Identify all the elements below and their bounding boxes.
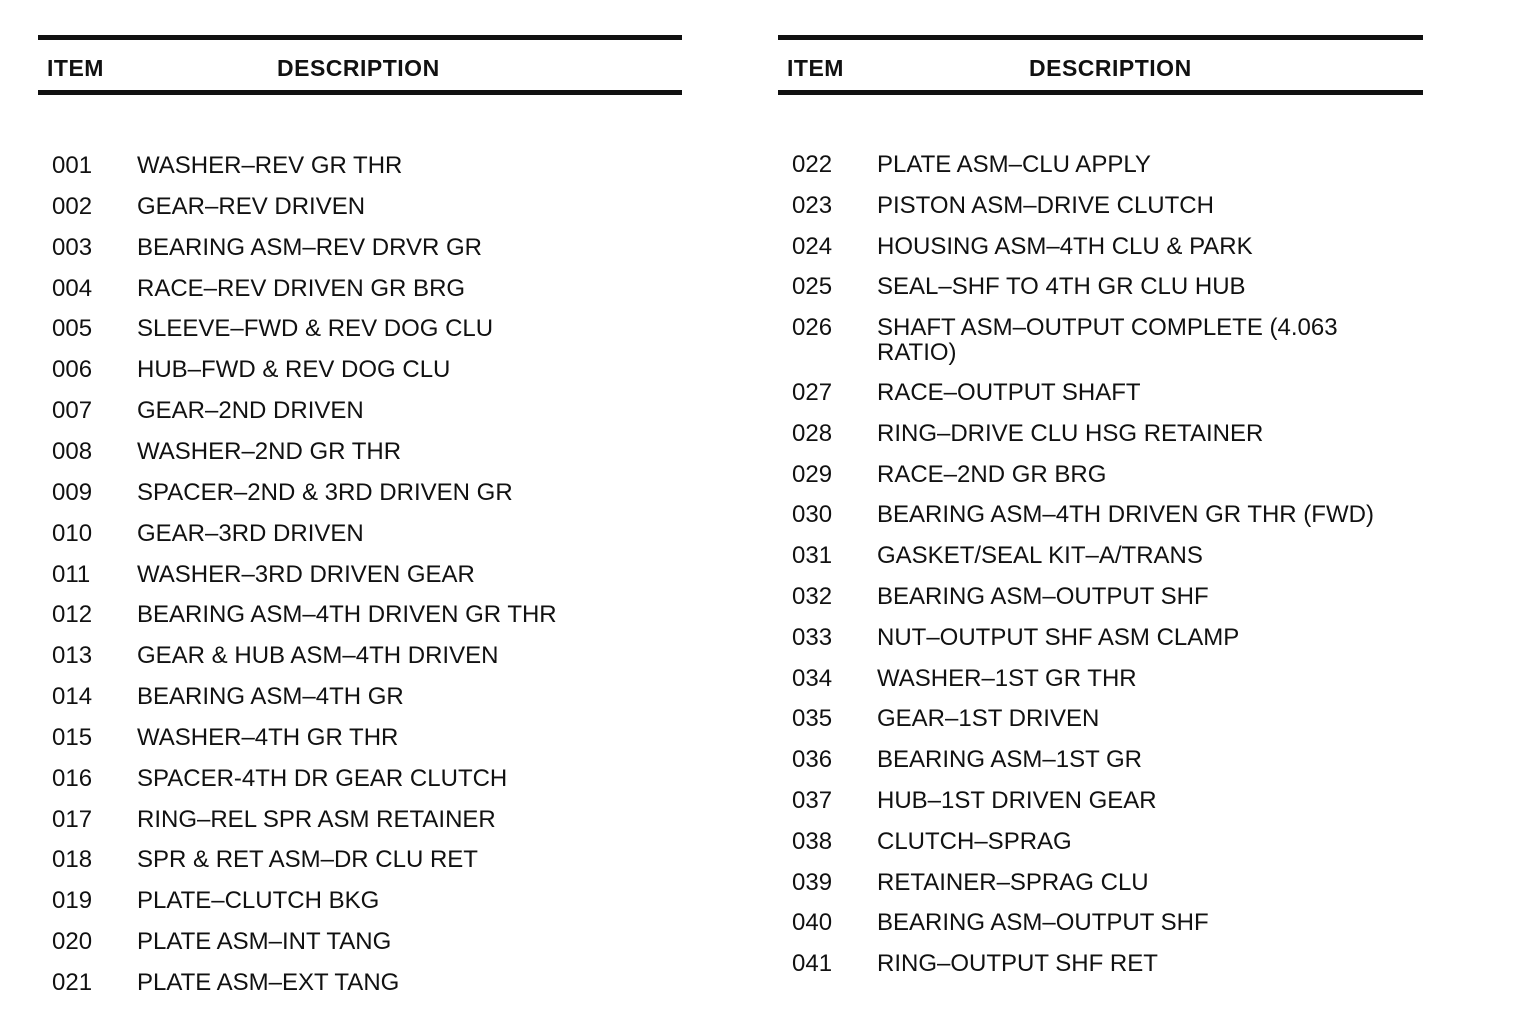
item-description: BEARING ASM–OUTPUT SHF xyxy=(877,583,1209,610)
item-number: 021 xyxy=(52,969,93,996)
item-number: 035 xyxy=(792,705,833,733)
item-description: RETAINER–SPRAG CLU xyxy=(877,868,1149,896)
item-description: BEARING ASM–REV DRVR GR xyxy=(137,233,482,261)
item-number: 018 xyxy=(52,846,93,874)
item-number: 023 xyxy=(792,191,833,219)
item-description: GEAR–2ND DRIVEN xyxy=(137,397,364,425)
item-description: SLEEVE–FWD & REV DOG CLU xyxy=(137,315,494,343)
item-description: CLUTCH–SPRAG xyxy=(877,827,1072,855)
item-number: 006 xyxy=(52,356,93,384)
table-header xyxy=(778,40,1423,90)
item-number: 031 xyxy=(792,542,833,570)
item-description: GEAR & HUB ASM–4TH DRIVEN xyxy=(137,642,499,670)
item-description: BEARING ASM–4TH GR xyxy=(137,683,404,711)
item-description: SPR & RET ASM–DR CLU RET xyxy=(137,846,478,874)
item-description: PLATE ASM–EXT TANG xyxy=(137,969,400,996)
item-number: 032 xyxy=(792,583,833,610)
item-number: 026 xyxy=(792,314,833,342)
item-description: RACE–REV DRIVEN GR BRG xyxy=(137,274,466,302)
item-number: 017 xyxy=(52,805,93,833)
item-description: RING–OUTPUT SHF RET xyxy=(877,950,1158,978)
item-number: 029 xyxy=(792,460,833,488)
header-bottom-rule xyxy=(778,90,1423,95)
item-number: 008 xyxy=(52,437,93,465)
item-description: PISTON ASM–DRIVE CLUTCH xyxy=(877,191,1214,219)
item-number: 039 xyxy=(792,868,833,896)
item-number: 027 xyxy=(792,379,833,406)
item-description: RING–REL SPR ASM RETAINER xyxy=(137,805,496,833)
header-bottom-rule xyxy=(38,90,682,95)
item-description: SPACER–2ND & 3RD DRIVEN GR xyxy=(137,478,513,506)
column-header-item: ITEM xyxy=(787,55,844,81)
column-header-description: DESCRIPTION xyxy=(277,55,440,81)
item-number: 025 xyxy=(792,273,833,301)
item-description: BEARING ASM–OUTPUT SHF xyxy=(877,909,1209,937)
parts-table-right xyxy=(778,35,1423,978)
item-description: NUT–OUTPUT SHF ASM CLAMP xyxy=(877,623,1240,651)
item-description: HOUSING ASM–4TH CLU & PARK xyxy=(877,232,1253,260)
item-description: SEAL–SHF TO 4TH GR CLU HUB xyxy=(877,273,1246,301)
item-number: 001 xyxy=(52,152,93,179)
item-description: GEAR–3RD DRIVEN xyxy=(137,519,364,547)
item-description: RING–DRIVE CLU HSG RETAINER xyxy=(877,419,1264,447)
item-number: 010 xyxy=(52,519,93,547)
item-number: 030 xyxy=(792,501,833,529)
item-number: 022 xyxy=(792,151,833,178)
item-description: BEARING ASM–4TH DRIVEN GR THR xyxy=(137,601,557,629)
item-description: SPACER-4TH DR GEAR CLUTCH xyxy=(137,764,508,792)
item-number: 028 xyxy=(792,419,833,447)
item-description: BEARING ASM–1ST GR xyxy=(877,746,1142,774)
item-description: WASHER–1ST GR THR xyxy=(877,664,1137,692)
item-description: BEARING ASM–4TH DRIVEN GR THR (FWD) xyxy=(877,501,1374,529)
item-description: RACE–OUTPUT SHAFT xyxy=(877,379,1141,406)
item-description: RACE–2ND GR BRG xyxy=(877,460,1107,488)
item-number: 034 xyxy=(792,664,833,692)
item-number: 011 xyxy=(52,560,91,588)
parts-table-left xyxy=(38,35,682,996)
item-number: 040 xyxy=(792,909,833,937)
item-description: PLATE–CLUTCH BKG xyxy=(137,887,380,915)
item-number: 038 xyxy=(792,827,833,855)
item-number: 014 xyxy=(52,683,93,711)
item-number: 033 xyxy=(792,623,833,651)
item-description: GEAR–1ST DRIVEN xyxy=(877,705,1100,733)
item-description: WASHER–2ND GR THR xyxy=(137,437,402,465)
item-description: HUB–1ST DRIVEN GEAR xyxy=(877,787,1157,814)
column-header-item: ITEM xyxy=(47,55,104,81)
item-number: 004 xyxy=(52,274,93,302)
item-number: 036 xyxy=(792,746,833,774)
item-number: 007 xyxy=(52,397,93,425)
item-number: 005 xyxy=(52,315,93,343)
item-number: 037 xyxy=(792,787,833,814)
item-number: 009 xyxy=(52,478,93,506)
item-description: WASHER–3RD DRIVEN GEAR xyxy=(137,560,475,588)
item-description: PLATE ASM–CLU APPLY xyxy=(877,151,1151,178)
item-number: 002 xyxy=(52,192,93,220)
item-description: WASHER–REV GR THR xyxy=(137,152,403,179)
item-number: 012 xyxy=(52,601,93,629)
item-description: GASKET/SEAL KIT–A/TRANS xyxy=(877,542,1203,570)
table-header xyxy=(38,40,682,90)
column-header-description: DESCRIPTION xyxy=(1029,55,1192,81)
item-number: 016 xyxy=(52,764,93,792)
item-number: 020 xyxy=(52,928,93,956)
item-description: SHAFT ASM–OUTPUT COMPLETE (4.063 RATIO) xyxy=(877,314,1338,367)
item-number: 013 xyxy=(52,642,93,670)
item-number: 019 xyxy=(52,887,93,915)
item-number: 015 xyxy=(52,723,93,751)
item-number: 024 xyxy=(792,232,833,260)
item-description: PLATE ASM–INT TANG xyxy=(137,928,392,956)
item-description: WASHER–4TH GR THR xyxy=(137,723,399,751)
item-description: GEAR–REV DRIVEN xyxy=(137,192,366,220)
item-number: 003 xyxy=(52,233,93,261)
item-description: HUB–FWD & REV DOG CLU xyxy=(137,356,451,384)
item-number: 041 xyxy=(792,950,833,978)
